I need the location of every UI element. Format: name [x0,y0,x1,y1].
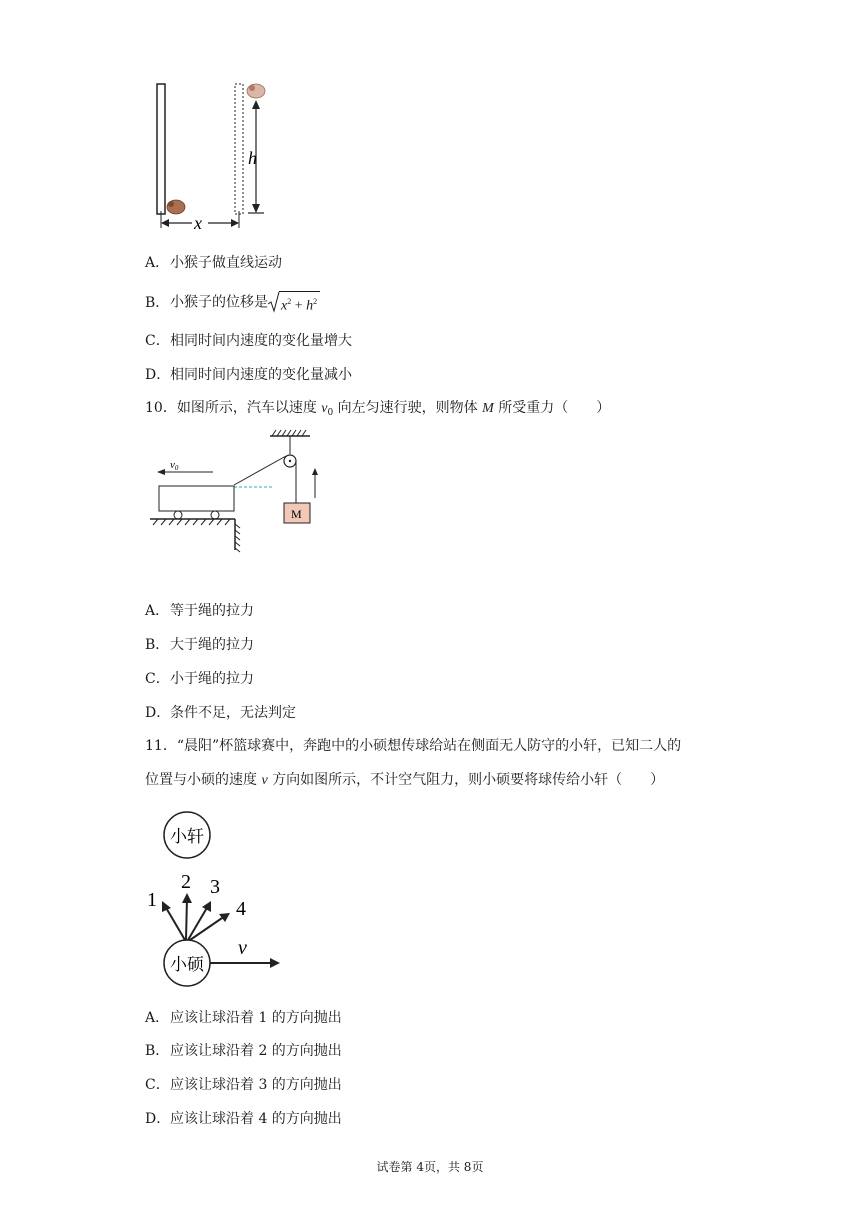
car-wheel-icon [174,511,182,519]
q11-option-d: D．应该让球沿着 4 的方向抛出 [145,1111,342,1127]
q11-option-a: A．应该让球沿着 1 的方向抛出 [145,1010,342,1026]
xiaoxuan-label: 小轩 [170,827,204,847]
arrow-label-4: 4 [236,898,246,920]
option-letter: B． [145,294,170,311]
pass-direction-figure [140,808,300,988]
q11-option-b: B．应该让球沿着 2 的方向抛出 [145,1043,342,1059]
q9-option-c [145,332,352,350]
monkey-pole-figure [140,78,280,238]
q11-stem-line1: 11．“晨阳”杯篮球赛中，奔跑中的小硕想传球给站在侧面无人防守的小轩，已知二人的 [145,738,682,754]
q11-stem-line2: 位置与小硕的速度 v 方向如图所示，不计空气阻力，则小硕要将球传给小轩（ ） [145,772,665,788]
q10-option-c: C．小于绳的拉力 [145,671,254,687]
car-pulley-figure [145,428,345,558]
option-text: 相同时间内速度的变化量减小 [170,367,352,383]
q10-option-d: D．条件不足，无法判定 [145,705,296,721]
q11-option-c: C．应该让球沿着 3 的方向抛出 [145,1077,342,1093]
monkey-top-icon [247,84,265,98]
q10-option-b: B．大于绳的拉力 [145,637,254,653]
q9-option-a [145,254,282,272]
q10-option-a: A．等于绳的拉力 [145,603,254,619]
option-text: 小猴子做直线运动 [170,255,282,271]
arrow-label-1: 1 [147,889,157,911]
arrow-label-3: 3 [210,876,220,898]
car-wheel-icon [211,511,219,519]
velocity-label: v [170,459,175,471]
q10-stem: 10．如图所示，汽车以速度 $v_0$ 向左匀速行驶，则物体 M 所受重力（ ） [145,400,611,418]
arrow-label-2: 2 [181,871,191,893]
option-text: 相同时间内速度的变化量增大 [170,333,352,349]
svg-text:v0: v0 [170,459,179,472]
sqrt-formula: $x^2 + h^2$ [268,291,320,311]
xiaoshuo-label: 小硕 [170,955,204,975]
option-letter: A． [145,255,170,271]
option-letter: D． [145,367,171,383]
velocity-v-label: v [238,937,247,959]
figure-x-label: x [194,213,202,233]
q9-option-b [145,291,320,312]
monkey-bottom-icon [167,200,185,214]
figure-h-label: h [248,148,257,168]
car-body [159,486,234,511]
option-text: 小猴子的位移是 [170,294,268,311]
block-m-label: M [291,507,302,521]
page-footer: 试卷第 4页，共 8页 [376,1160,484,1174]
option-letter: C． [145,333,170,349]
q9-option-d [145,366,352,384]
